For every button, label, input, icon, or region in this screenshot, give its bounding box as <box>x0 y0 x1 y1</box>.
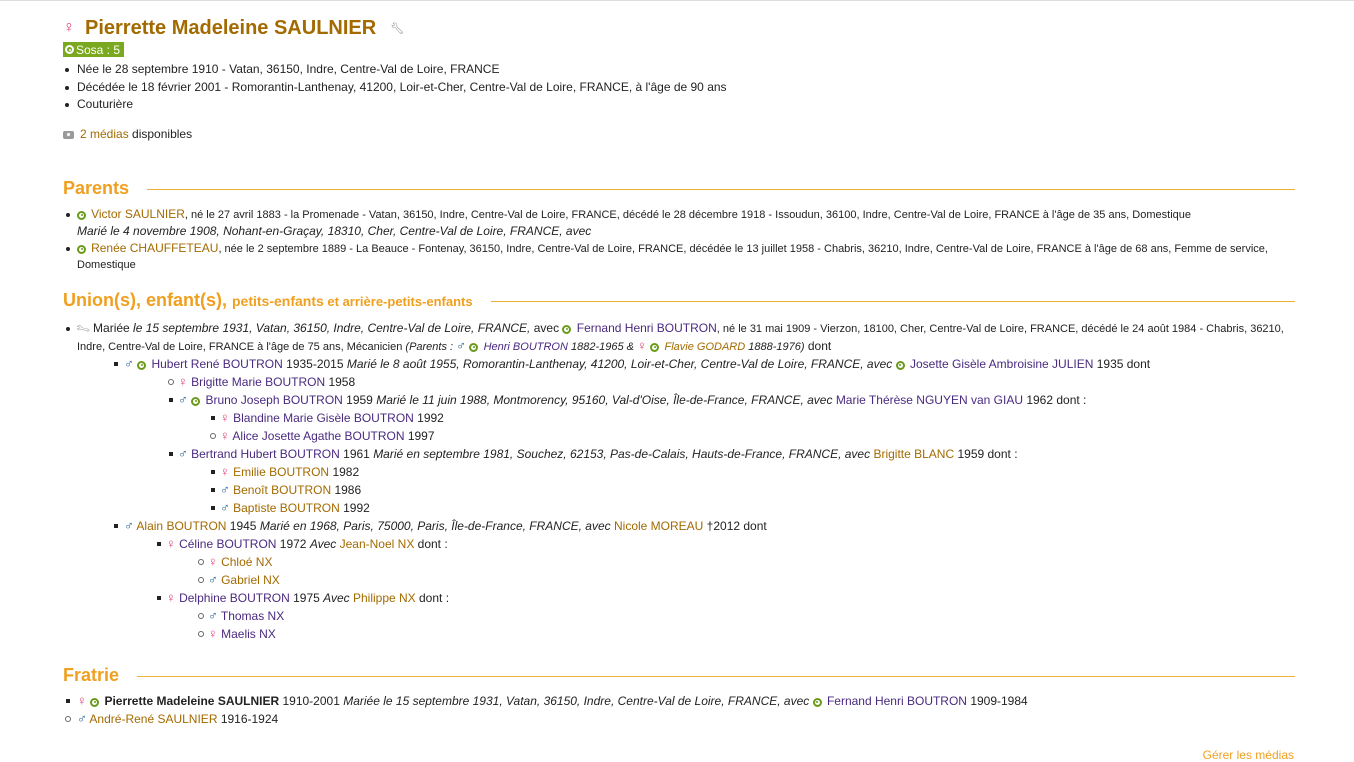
great-grandchild-dates: 1992 <box>339 500 370 515</box>
female-icon: ♀ <box>166 589 176 605</box>
list-item-father <box>63 206 1295 239</box>
sosa-icon <box>650 343 659 352</box>
union-avec: avec <box>530 320 563 335</box>
grandchild-dates: 1975 <box>289 590 324 605</box>
union-label: Mariée <box>89 320 130 335</box>
great-grandchild-link[interactable]: Baptiste BOUTRON <box>233 500 340 515</box>
section-unions <box>63 290 1295 312</box>
list-item-sibling <box>63 692 1295 710</box>
male-icon: ♂ <box>220 481 230 497</box>
child-spouse-dates: 1935 dont <box>1093 356 1151 371</box>
grandchild-spouse-link[interactable]: Marie Thérèse NGUYEN van GIAU <box>835 392 1023 407</box>
person-header <box>63 14 1295 42</box>
occupation-fact: Couturière <box>63 96 1295 114</box>
unions-title-a: Union(s), enfant(s), <box>63 290 232 310</box>
grandchild-spouse-dates: dont : <box>414 536 448 551</box>
spouse-mother-link[interactable]: Flavie GODARD <box>664 340 746 353</box>
great-grandchild-link[interactable]: Chloé NX <box>221 554 273 569</box>
great-grandchild-dates: 1986 <box>331 482 362 497</box>
grandchild-link[interactable]: Bruno Joseph BOUTRON <box>205 392 343 407</box>
great-grandchild-link[interactable]: Alice Josette Agathe BOUTRON <box>232 428 405 443</box>
spouse-parents-label: (Parents : <box>405 340 457 353</box>
sibling-spouse-link[interactable]: Fernand Henri BOUTRON <box>826 693 967 708</box>
grandchild-marriage: Marié en septembre 1981, Souchez, 62153, Pas-de-Calais, Hauts-de-France, FRANCE, avec <box>373 446 874 461</box>
spouse-info-cont: Indre, Centre-Val de Loire, FRANCE à l'âge de 75 ans, Mécanicien <box>77 340 406 353</box>
great-grandchild-link[interactable]: Benoît BOUTRON <box>233 482 332 497</box>
list-item-great-grandchild <box>196 553 1295 571</box>
list-item-sibling <box>63 710 1295 728</box>
list-item-great-grandchild <box>196 625 1295 643</box>
male-icon: ♂ <box>178 445 188 461</box>
father-link[interactable]: Victor SAULNIER <box>91 206 185 221</box>
media-info <box>63 126 1295 142</box>
child-link[interactable]: Hubert René BOUTRON <box>151 356 283 371</box>
female-icon: ♀ <box>208 625 218 641</box>
female-icon: ♀ <box>637 337 647 353</box>
section-title-fratrie: Fratrie <box>63 665 120 685</box>
grandchild-spouse-dates: 1959 dont : <box>954 446 1018 461</box>
grandchild-marriage: Avec <box>309 536 340 551</box>
list-item-great-grandchild <box>208 499 1295 517</box>
list-item-child <box>111 517 1295 643</box>
female-icon: ♀ <box>166 535 176 551</box>
sosa-icon <box>65 45 74 54</box>
great-grandchild-link[interactable]: Gabriel NX <box>221 572 280 587</box>
list-item-grandchild <box>154 589 1295 643</box>
child-marriage: Marié le 8 août 1955, Romorantin-Lanthenay, 41200, Loir-et-Cher, Centre-Val de Loire, FRANCE, avec <box>346 356 896 371</box>
great-grandchild-link[interactable]: Maelis NX <box>221 626 276 641</box>
grandchild-dates: 1959 <box>342 392 377 407</box>
list-item-grandchild <box>166 445 1295 517</box>
parents-marriage: Marié le 4 novembre 1908, Nohant-en-Graçay, 18310, Cher, Centre-Val de Loire, FRANCE, avec <box>77 223 592 238</box>
grandchild-spouse-dates: dont : <box>415 590 450 605</box>
union-dont: dont <box>804 338 832 353</box>
child-dates: 1945 <box>226 518 260 533</box>
mother-link[interactable]: Renée CHAUFFETEAU <box>91 240 219 255</box>
sosa-icon <box>896 361 905 370</box>
grandchild-link[interactable]: Bertrand Hubert BOUTRON <box>191 446 340 461</box>
grandchild-link[interactable]: Céline BOUTRON <box>179 536 277 551</box>
female-icon: ♀ <box>63 19 75 36</box>
camera-icon <box>63 131 74 139</box>
page-title: Pierrette Madeleine SAULNIER <box>85 16 377 39</box>
grandchild-marriage: Avec <box>323 590 353 605</box>
union-date-place: le 15 septembre 1931, Vatan, 36150, Indre, Centre-Val de Loire, FRANCE, <box>129 320 531 335</box>
sosa-icon <box>562 325 571 334</box>
list-item-great-grandchild <box>196 571 1295 589</box>
birth-fact: Née le 28 septembre 1910 - Vatan, 36150, Indre, Centre-Val de Loire, FRANCE <box>63 61 1295 79</box>
top-border <box>0 0 1354 1</box>
sosa-icon <box>90 698 99 707</box>
male-icon: ♂ <box>178 391 188 407</box>
grandchild-dates: 1958 <box>325 374 356 389</box>
grandchild-spouse-dates: 1962 dont : <box>1022 392 1087 407</box>
male-icon: ♂ <box>77 710 87 726</box>
father-info: , né le 27 avril 1883 - la Promenade - Vatan, 36150, Indre, Centre-Val de Loire, FRANCE, décédé le 28 décembre 1918 - Issoudun, 36100, Indre, Centre-Val de Loire, FRANCE à l'âge de 35 ans, Domestique <box>184 208 1191 221</box>
spouse-mother-dates: 1888-1976) <box>745 340 805 353</box>
children-list <box>111 355 1295 643</box>
sibling-spouse-dates: 1909-1984 <box>966 693 1028 708</box>
parents-list <box>63 206 1295 274</box>
child-spouse-dates: †2012 dont <box>703 518 767 533</box>
spouse-father-dates: 1882-1965 & <box>567 340 638 353</box>
sosa-icon <box>77 211 86 220</box>
female-icon: ♀ <box>208 553 218 569</box>
grandchild-link[interactable]: Delphine BOUTRON <box>179 590 290 605</box>
grandchild-dates: 1961 <box>339 446 374 461</box>
list-item-grandchild <box>166 373 1295 391</box>
mother-info-cont: Domestique <box>77 258 136 271</box>
male-icon: ♂ <box>124 517 134 533</box>
list-item-great-grandchild <box>196 607 1295 625</box>
male-icon: ♂ <box>208 607 218 623</box>
person-page <box>63 14 1295 728</box>
male-icon: ♂ <box>208 571 218 587</box>
section-divider <box>491 301 1295 302</box>
female-icon: ♀ <box>220 409 230 425</box>
great-grandchild-link[interactable]: Emilie BOUTRON <box>233 464 330 479</box>
section-title-unions <box>63 290 473 311</box>
sibling-dates: 1910-2001 <box>279 693 344 708</box>
child-dates: 1935-2015 <box>282 356 347 371</box>
manage-media-link[interactable]: Gérer les médias <box>1202 748 1294 762</box>
sosa-badge <box>63 42 124 57</box>
section-divider <box>137 676 1295 677</box>
list-item-great-grandchild <box>208 463 1295 481</box>
unions-title-b: petits-enfants <box>232 293 324 309</box>
great-grandchild-dates: 1997 <box>404 428 435 443</box>
grandchild-link[interactable]: Brigitte Marie BOUTRON <box>191 374 326 389</box>
list-item-grandchild <box>154 535 1295 589</box>
unions-title-c: et arrière-petits-enfants <box>323 294 473 309</box>
mother-info: , née le 2 septembre 1889 - La Beauce - Fontenay, 36150, Indre, Centre-Val de Loire, FRANCE, décédée le 13 juillet 1958 - Chabris, 36210, Indre, Centre-Val de Loire, FRANCE à l'âge de 68 ans, Femme de service, <box>218 242 1268 255</box>
sosa-icon <box>813 698 822 707</box>
child-link[interactable]: Alain BOUTRON <box>136 518 227 533</box>
great-grandchildren-list <box>196 553 1295 589</box>
sosa-icon <box>137 361 146 370</box>
fratrie-list <box>63 692 1295 728</box>
spouse-link[interactable]: Fernand Henri BOUTRON <box>576 320 717 335</box>
grandchildren-list <box>154 535 1295 643</box>
female-icon: ♀ <box>77 692 87 708</box>
sosa-icon <box>469 343 478 352</box>
spouse-info: , né le 31 mai 1909 - Vierzon, 18100, Cher, Centre-Val de Loire, FRANCE, décédé le 24 août 1984 - Chabris, 36210, <box>716 322 1284 335</box>
spouse-father-link[interactable]: Henri BOUTRON <box>483 340 568 353</box>
grandchild-spouse-link[interactable]: Brigitte BLANC <box>873 446 955 461</box>
great-grandchild-link[interactable]: Thomas NX <box>220 608 285 623</box>
male-icon: ♂ <box>124 355 134 371</box>
great-grandchildren-list <box>208 409 1295 445</box>
male-icon: ♂ <box>456 337 466 353</box>
grandchild-spouse-link[interactable]: Jean-Noel NX <box>339 536 415 551</box>
person-facts <box>63 61 1295 114</box>
list-item-great-grandchild <box>208 427 1295 445</box>
media-link[interactable]: 2 médias <box>80 126 129 141</box>
list-item-great-grandchild <box>208 409 1295 427</box>
great-grandchild-dates: 1982 <box>329 464 360 479</box>
male-icon: ♂ <box>220 499 230 515</box>
female-icon: ♀ <box>220 463 230 479</box>
list-item-grandchild <box>166 391 1295 445</box>
list-item-mother <box>63 240 1295 274</box>
section-parents <box>63 178 1295 200</box>
death-fact: Décédée le 18 février 2001 - Romorantin-Lanthenay, 41200, Loir-et-Cher, Centre-Val de Loire, FRANCE, à l'âge de 90 ans <box>63 79 1295 97</box>
list-item-union <box>63 320 1295 643</box>
great-grandchild-link[interactable]: Blandine Marie Gisèle BOUTRON <box>233 410 414 425</box>
child-spouse-link[interactable]: Josette Gisèle Ambroisine JULIEN <box>909 356 1094 371</box>
wrench-icon[interactable]: 🔧︎ <box>390 22 405 35</box>
list-item-child <box>111 355 1295 517</box>
section-title-parents: Parents <box>63 178 130 198</box>
grandchild-marriage: Marié le 11 juin 1988, Montmorency, 95160, Val-d'Oise, Île-de-France, FRANCE, avec <box>376 392 836 407</box>
child-spouse-link[interactable]: Nicole MOREAU <box>613 518 704 533</box>
grandchildren-list <box>166 373 1295 517</box>
sosa-icon <box>191 397 200 406</box>
great-grandchild-dates: 1992 <box>413 410 444 425</box>
list-item-great-grandchild <box>208 481 1295 499</box>
female-icon: ♀ <box>178 373 188 389</box>
grandchild-spouse-link[interactable]: Philippe NX <box>352 590 416 605</box>
grandchild-dates: 1972 <box>276 536 310 551</box>
female-icon: ♀ <box>220 427 230 443</box>
media-suffix: disponibles <box>128 126 193 141</box>
unions-list <box>63 320 1295 643</box>
sibling-marriage: Mariée le 15 septembre 1931, Vatan, 36150, Indre, Centre-Val de Loire, FRANCE, avec <box>343 693 813 708</box>
section-divider <box>147 189 1295 190</box>
child-marriage: Marié en 1968, Paris, 75000, Paris, Île-de-France, FRANCE, avec <box>259 518 614 533</box>
sosa-icon <box>77 245 86 254</box>
sosa-number: Sosa : 5 <box>76 42 121 57</box>
great-grandchildren-list <box>208 463 1295 517</box>
sibling-dates: 1916-1924 <box>217 711 279 726</box>
great-grandchildren-list <box>196 607 1295 643</box>
sibling-link[interactable]: André-René SAULNIER <box>89 711 218 726</box>
section-fratrie <box>63 665 1295 687</box>
sibling-self: Pierrette Madeleine SAULNIER <box>104 693 280 708</box>
wrench-icon[interactable]: 🔧︎ <box>75 321 92 337</box>
